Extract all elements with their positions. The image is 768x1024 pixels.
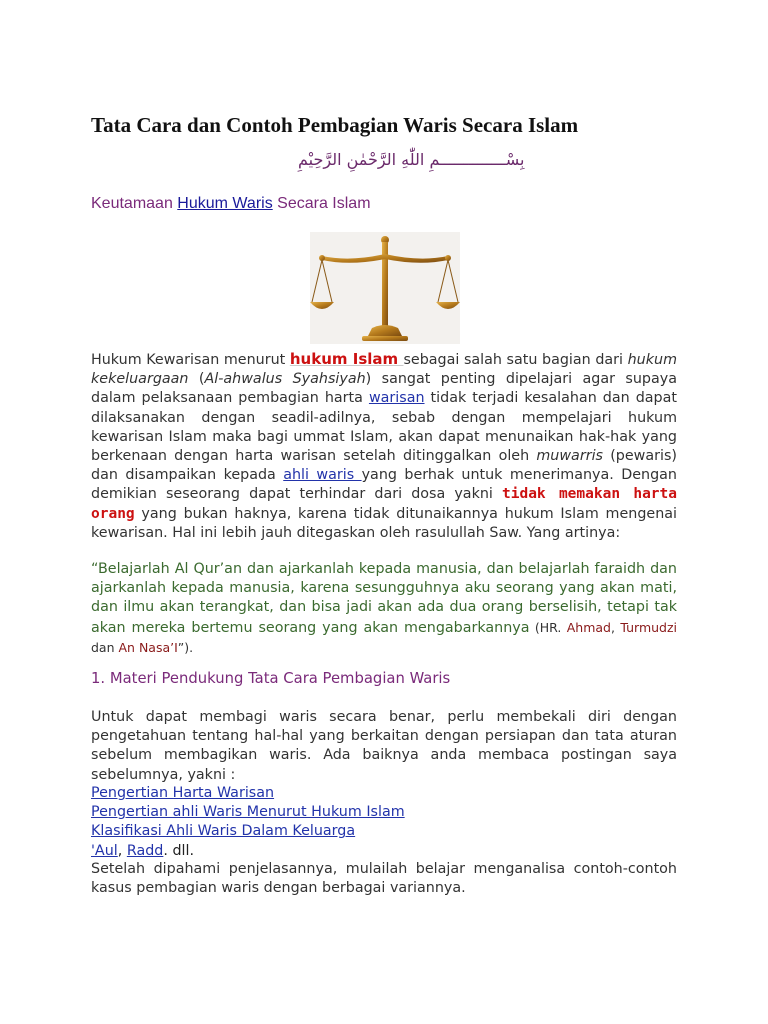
related-link-item (91, 803, 405, 822)
paragraph-materi: Untuk dapat membagi waris secara benar, perlu membekali diri dengan pengetahuan tentang hal-hal yang berkaitan dengan persiapan dan tata aturan sebelum membagikan waris. Ada baiknya anda membaca postingan saya sebelumnya, yakni : (91, 709, 677, 783)
section-heading-after: Secara Islam (272, 195, 371, 212)
p1-italic-1: hukum kekeluargaan (91, 352, 677, 388)
ref-name-3: An Nasa’I (118, 639, 178, 655)
p1-text-7: yang berhak untuk menerimanya. Dengan demikian seseorang dapat terhindar dari dosa yakni (91, 467, 677, 503)
page-title: Tata Cara dan Contoh Pembagian Waris Secara Islam (91, 113, 579, 137)
ahli-waris-link[interactable]: ahli waris (283, 467, 362, 484)
ref-name-1: Ahmad (566, 619, 611, 635)
p1-text-8: yang bukan haknya, karena tidak ditunaikannya hukum Islam mengenai kewarisan. Hal ini lebih jauh ditegaskan oleh rasulullah Saw. Yang artinya: (91, 505, 677, 541)
scale-of-justice-image (310, 232, 460, 344)
ref-sep-1: , (611, 619, 621, 635)
section-heading (91, 195, 371, 213)
related-link-item (91, 842, 405, 861)
p1-text-5: tidak terjadi kesalahan dan dapat dilaksanakan dengan seadil-adilnya, sebab dengan mempelajari hukum kewarisan Islam maka bagi ummat Islam, akan dapat menunaikan hak-hak yang berkenaan dengan harta warisan setelah ditinggalkan oleh (91, 390, 677, 465)
paragraph-intro (91, 350, 677, 543)
link-pengertian-harta-warisan[interactable]: Pengertian Harta Warisan (91, 785, 275, 801)
related-links-list (91, 784, 405, 861)
ref-name-2: Turmudzi (620, 619, 678, 635)
paragraph-closing: Setelah dipahami penjelasannya, mulailah belajar menganalisa contoh-contoh kasus pembagian waris dengan berbagai variannya. (91, 861, 677, 897)
p1-italic-2: Al-ahwalus Syahsiyah (204, 371, 366, 388)
ref-open: (HR. (529, 619, 567, 635)
hukum-islam-link[interactable]: hukum Islam (289, 350, 404, 368)
p1-text-4: ) sangat penting dipelajari agar supaya dalam pelaksanaan pembagian harta (91, 371, 677, 407)
links-tail-text: . dll. (163, 842, 195, 859)
ref-close: ”). (177, 639, 194, 655)
quote-text: “Belajarlah Al Qur’an dan ajarkanlah kepada manusia, dan belajarlah faraidh dan ajarkanlah kepada manusia, karena sesungguhnya aku seorang yang akan mati, dan ilmu akan terangkat, dan bisa jadi akan ada dua orang berselisih, tetapi tak akan mereka bertemu seorang yang akan mengabarkannya (91, 561, 677, 636)
scale-icon (310, 232, 460, 344)
link-klasifikasi-ahli-waris[interactable]: Klasifikasi Ahli Waris Dalam Keluarga (91, 823, 356, 840)
link-aul[interactable]: 'Aul (91, 842, 118, 859)
hukum-waris-link[interactable]: Hukum Waris (177, 195, 273, 212)
related-link-item (91, 784, 405, 803)
p1-red-emphasis: tidak memakan harta orang (91, 486, 677, 522)
p1-text-1: Hukum Kewarisan menurut (91, 352, 290, 368)
subheading-materi: 1. Materi Pendukung Tata Cara Pembagian Waris (91, 670, 451, 687)
p1-italic-3: muwarris (536, 448, 603, 465)
ref-sep-2: dan (91, 639, 119, 655)
p1-text-3: ( (188, 371, 205, 388)
section-heading-before: Keutamaan (91, 195, 178, 212)
basmalah-text: بِسْــــــــــــــمِ اللّٰهِ الرَّحْمٰنِ الرَّحِيْمِ (298, 150, 525, 169)
links-separator: , (117, 842, 127, 859)
hadith-quote (91, 560, 677, 658)
p1-text-2: sebagai salah satu bagian dari (403, 352, 628, 368)
link-pengertian-ahli-waris[interactable]: Pengertian ahli Waris Menurut Hukum Islam (91, 804, 405, 821)
related-link-item (91, 822, 405, 841)
warisan-link[interactable]: warisan (368, 390, 425, 407)
p1-text-6: (pewaris) dan disampaikan kepada (91, 448, 677, 484)
link-radd[interactable]: Radd (126, 842, 164, 859)
